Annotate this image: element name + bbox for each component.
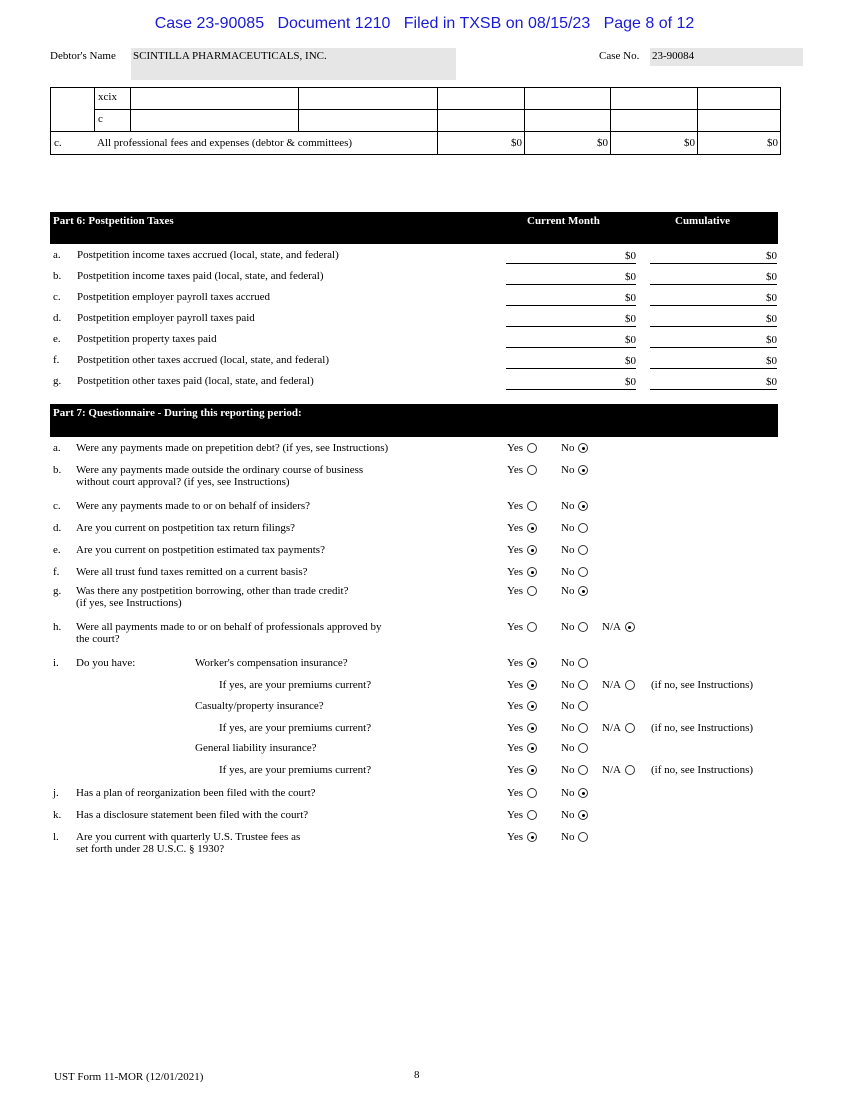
tax-row-current-value[interactable]: $0 bbox=[506, 312, 636, 327]
tax-row-letter: e. bbox=[53, 333, 61, 345]
yes-radio[interactable] bbox=[527, 545, 537, 555]
tax-row-current-value[interactable]: $0 bbox=[506, 354, 636, 369]
table-row-xcix-label-cell bbox=[94, 87, 131, 110]
na-option[interactable]: N/A bbox=[602, 621, 635, 634]
if-no-note: (if no, see Instructions) bbox=[651, 679, 754, 691]
no-option[interactable]: No bbox=[561, 464, 588, 477]
tax-row-label: Postpetition employer payroll taxes accrued bbox=[77, 291, 271, 303]
form-id: UST Form 11-MOR (12/01/2021) bbox=[54, 1071, 204, 1083]
table-row-label: xcix bbox=[98, 91, 117, 103]
question-letter: k. bbox=[53, 809, 62, 821]
question-text: Has a disclosure statement been filed with the court? bbox=[76, 809, 309, 821]
fees-total-value: $0 bbox=[511, 137, 522, 149]
table-row-c-label-cell bbox=[94, 109, 131, 132]
fees-total-value: $0 bbox=[684, 137, 695, 149]
no-radio[interactable] bbox=[578, 723, 588, 733]
part6-header bbox=[50, 212, 778, 244]
fees-total-value-cell bbox=[524, 131, 611, 155]
no-radio[interactable] bbox=[578, 545, 588, 555]
question-text: Do you have: bbox=[76, 657, 136, 669]
table-cell bbox=[610, 109, 698, 132]
table-row-label: c bbox=[98, 113, 103, 125]
question-letter: b. bbox=[53, 464, 62, 476]
tax-row-cumulative-value[interactable]: $0 bbox=[650, 375, 777, 390]
yes-radio[interactable] bbox=[527, 723, 537, 733]
question-letter: f. bbox=[53, 566, 60, 578]
question-letter: a. bbox=[53, 442, 61, 454]
part6-col-cumulative: Cumulative bbox=[675, 215, 730, 227]
question-text: Are you current on postpetition estimated tax payments? bbox=[76, 544, 325, 556]
yes-option[interactable]: Yes bbox=[507, 831, 537, 844]
no-radio[interactable] bbox=[578, 810, 588, 820]
premium-question-label: If yes, are your premiums current? bbox=[219, 764, 372, 776]
case-no-label: Case No. bbox=[599, 50, 640, 62]
no-option[interactable]: No bbox=[561, 700, 588, 713]
page-number: 8 bbox=[414, 1069, 420, 1081]
table-cell bbox=[697, 87, 781, 110]
fees-total-value-cell bbox=[697, 131, 781, 155]
yes-radio[interactable] bbox=[527, 832, 537, 842]
table-cell bbox=[437, 109, 525, 132]
yes-option[interactable]: Yes bbox=[507, 764, 537, 777]
na-radio[interactable] bbox=[625, 723, 635, 733]
table-cell bbox=[610, 87, 698, 110]
question-letter: j. bbox=[53, 787, 59, 799]
tax-row-cumulative-value[interactable]: $0 bbox=[650, 249, 777, 264]
table-cell bbox=[298, 87, 438, 110]
case-no-value: 23-90084 bbox=[652, 50, 695, 62]
no-option[interactable]: No bbox=[561, 500, 588, 513]
premium-question-label: If yes, are your premiums current? bbox=[219, 679, 372, 691]
na-option[interactable]: N/A bbox=[602, 764, 635, 777]
no-option[interactable]: No bbox=[561, 831, 588, 844]
no-radio[interactable] bbox=[578, 586, 588, 596]
table-cell bbox=[130, 87, 299, 110]
na-radio[interactable] bbox=[625, 622, 635, 632]
tax-row-label: Postpetition property taxes paid bbox=[77, 333, 217, 345]
tax-row-letter: f. bbox=[53, 354, 60, 366]
tax-row-letter: b. bbox=[53, 270, 62, 282]
no-option[interactable]: No bbox=[561, 442, 588, 455]
no-option[interactable]: No bbox=[561, 585, 588, 598]
question-text: (if yes, see Instructions) bbox=[76, 597, 182, 609]
no-option[interactable]: No bbox=[561, 566, 588, 579]
tax-row-cumulative-value[interactable]: $0 bbox=[650, 333, 777, 348]
question-text: Were all trust fund taxes remitted on a current basis? bbox=[76, 566, 308, 578]
yes-radio[interactable] bbox=[527, 743, 537, 753]
insurance-type-label: Casualty/property insurance? bbox=[195, 700, 324, 712]
fees-table-left-cell bbox=[50, 87, 95, 132]
no-radio[interactable] bbox=[578, 765, 588, 775]
no-option[interactable]: No bbox=[561, 679, 588, 692]
yes-radio[interactable] bbox=[527, 567, 537, 577]
question-text: Has a plan of reorganization been filed with the court? bbox=[76, 787, 316, 799]
no-option[interactable]: No bbox=[561, 657, 588, 670]
no-option[interactable]: No bbox=[561, 544, 588, 557]
fees-total-letter: c. bbox=[54, 137, 62, 149]
no-option[interactable]: No bbox=[561, 722, 588, 735]
yes-radio[interactable] bbox=[527, 701, 537, 711]
tax-row-label: Postpetition income taxes paid (local, state, and federal) bbox=[77, 270, 324, 282]
yes-radio[interactable] bbox=[527, 658, 537, 668]
tax-row-cumulative-value[interactable]: $0 bbox=[650, 312, 777, 327]
no-radio[interactable] bbox=[578, 622, 588, 632]
yes-option[interactable]: Yes bbox=[507, 544, 537, 557]
table-cell bbox=[697, 109, 781, 132]
table-cell bbox=[524, 87, 611, 110]
tax-row-label: Postpetition employer payroll taxes paid bbox=[77, 312, 255, 324]
yes-radio[interactable] bbox=[527, 501, 537, 511]
question-text: without court approval? (if yes, see Instructions) bbox=[76, 476, 290, 488]
case-no-field[interactable] bbox=[650, 48, 803, 66]
question-letter: l. bbox=[53, 831, 59, 843]
yes-radio[interactable] bbox=[527, 622, 537, 632]
part6-col-current: Current Month bbox=[527, 215, 600, 227]
tax-row-label: Postpetition other taxes paid (local, state, and federal) bbox=[77, 375, 314, 387]
table-cell bbox=[298, 109, 438, 132]
part7-title: Part 7: Questionnaire - During this reporting period: bbox=[53, 407, 302, 419]
question-text: Were any payments made to or on behalf of insiders? bbox=[76, 500, 311, 512]
no-radio[interactable] bbox=[578, 701, 588, 711]
filing-banner: Case 23-90085 Document 1210 Filed in TXSB on 08/15/23 Page 8 of 12 bbox=[154, 15, 695, 32]
question-letter: g. bbox=[53, 585, 62, 597]
table-cell bbox=[130, 109, 299, 132]
no-option[interactable]: No bbox=[561, 522, 588, 535]
yes-option[interactable]: Yes bbox=[507, 742, 537, 755]
no-radio[interactable] bbox=[578, 832, 588, 842]
question-letter: d. bbox=[53, 522, 62, 534]
fees-total-value-cell bbox=[610, 131, 698, 155]
no-radio[interactable] bbox=[578, 523, 588, 533]
fees-total-value-cell bbox=[437, 131, 525, 155]
tax-row-cumulative-value[interactable]: $0 bbox=[650, 291, 777, 306]
fees-total-value: $0 bbox=[767, 137, 778, 149]
no-radio[interactable] bbox=[578, 680, 588, 690]
tax-row-current-value[interactable]: $0 bbox=[506, 333, 636, 348]
no-option[interactable]: No bbox=[561, 742, 588, 755]
question-text: Are you current on postpetition tax return filings? bbox=[76, 522, 296, 534]
table-cell bbox=[437, 87, 525, 110]
yes-option[interactable]: Yes bbox=[507, 621, 537, 634]
tax-row-letter: d. bbox=[53, 312, 62, 324]
table-cell bbox=[524, 109, 611, 132]
no-radio[interactable] bbox=[578, 501, 588, 511]
tax-row-cumulative-value[interactable]: $0 bbox=[650, 270, 777, 285]
no-radio[interactable] bbox=[578, 788, 588, 798]
no-radio[interactable] bbox=[578, 743, 588, 753]
debtor-name-field[interactable] bbox=[131, 48, 456, 80]
question-text: Were any payments made on prepetition debt? (if yes, see Instructions) bbox=[76, 442, 389, 454]
debtor-name-label: Debtor's Name bbox=[50, 50, 116, 62]
no-option[interactable]: No bbox=[561, 621, 588, 634]
tax-row-current-value[interactable]: $0 bbox=[506, 249, 636, 264]
question-letter: h. bbox=[53, 621, 62, 633]
yes-radio[interactable] bbox=[527, 810, 537, 820]
no-radio[interactable] bbox=[578, 465, 588, 475]
part7-header bbox=[50, 404, 778, 437]
no-radio[interactable] bbox=[578, 443, 588, 453]
tax-row-cumulative-value[interactable]: $0 bbox=[650, 354, 777, 369]
no-radio[interactable] bbox=[578, 567, 588, 577]
question-letter: i. bbox=[53, 657, 59, 669]
yes-radio[interactable] bbox=[527, 523, 537, 533]
yes-radio[interactable] bbox=[527, 765, 537, 775]
if-no-note: (if no, see Instructions) bbox=[651, 764, 754, 776]
yes-option[interactable]: Yes bbox=[507, 722, 537, 735]
no-option[interactable]: No bbox=[561, 809, 588, 822]
yes-option[interactable]: Yes bbox=[507, 679, 537, 692]
question-text: Are you current with quarterly U.S. Trustee fees as bbox=[76, 831, 301, 843]
no-radio[interactable] bbox=[578, 658, 588, 668]
question-text: Was there any postpetition borrowing, other than trade credit? bbox=[76, 585, 349, 597]
insurance-type-label: General liability insurance? bbox=[195, 742, 317, 754]
tax-row-label: Postpetition income taxes accrued (local, state, and federal) bbox=[77, 249, 339, 261]
yes-option[interactable]: Yes bbox=[507, 585, 537, 598]
tax-row-letter: a. bbox=[53, 249, 61, 261]
question-text: Were any payments made outside the ordinary course of business bbox=[76, 464, 364, 476]
no-option[interactable]: No bbox=[561, 764, 588, 777]
fees-total-label: All professional fees and expenses (debtor & committees) bbox=[97, 137, 353, 149]
tax-row-label: Postpetition other taxes accrued (local, state, and federal) bbox=[77, 354, 329, 366]
na-option[interactable]: N/A bbox=[602, 679, 635, 692]
question-text: the court? bbox=[76, 633, 120, 645]
yes-option[interactable]: Yes bbox=[507, 500, 537, 513]
yes-option[interactable]: Yes bbox=[507, 566, 537, 579]
fees-total-value: $0 bbox=[597, 137, 608, 149]
question-letter: c. bbox=[53, 500, 61, 512]
tax-row-letter: c. bbox=[53, 291, 61, 303]
premium-question-label: If yes, are your premiums current? bbox=[219, 722, 372, 734]
yes-option[interactable]: Yes bbox=[507, 700, 537, 713]
fees-total-label-cell bbox=[50, 131, 438, 155]
yes-option[interactable]: Yes bbox=[507, 522, 537, 535]
tax-row-letter: g. bbox=[53, 375, 62, 387]
na-radio[interactable] bbox=[625, 765, 635, 775]
debtor-name-value: SCINTILLA PHARMACEUTICALS, INC. bbox=[133, 50, 327, 62]
tax-row-current-value[interactable]: $0 bbox=[506, 270, 636, 285]
yes-option[interactable]: Yes bbox=[507, 809, 537, 822]
if-no-note: (if no, see Instructions) bbox=[651, 722, 754, 734]
na-radio[interactable] bbox=[625, 680, 635, 690]
question-text: set forth under 28 U.S.C. § 1930? bbox=[76, 843, 225, 855]
yes-radio[interactable] bbox=[527, 788, 537, 798]
yes-option[interactable]: Yes bbox=[507, 657, 537, 670]
yes-option[interactable]: Yes bbox=[507, 787, 537, 800]
tax-row-current-value[interactable]: $0 bbox=[506, 375, 636, 390]
yes-option[interactable]: Yes bbox=[507, 442, 537, 455]
na-option[interactable]: N/A bbox=[602, 722, 635, 735]
tax-row-current-value[interactable]: $0 bbox=[506, 291, 636, 306]
yes-radio[interactable] bbox=[527, 465, 537, 475]
yes-radio[interactable] bbox=[527, 680, 537, 690]
no-option[interactable]: No bbox=[561, 787, 588, 800]
yes-option[interactable]: Yes bbox=[507, 464, 537, 477]
question-letter: e. bbox=[53, 544, 61, 556]
part6-title: Part 6: Postpetition Taxes bbox=[53, 215, 174, 227]
question-text: Were all payments made to or on behalf of professionals approved by bbox=[76, 621, 382, 633]
insurance-type-label: Worker's compensation insurance? bbox=[195, 657, 348, 669]
yes-radio[interactable] bbox=[527, 586, 537, 596]
yes-radio[interactable] bbox=[527, 443, 537, 453]
